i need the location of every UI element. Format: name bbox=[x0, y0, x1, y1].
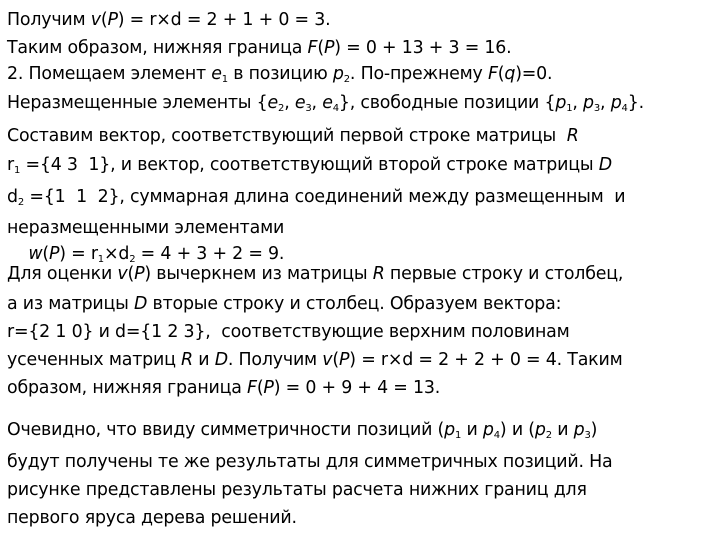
text-run: ) = r×d = 2 + 2 + 0 = 4. Таким bbox=[349, 350, 623, 370]
text-line-4 bbox=[7, 91, 644, 115]
text-run: ) bbox=[590, 420, 598, 440]
text-run: 2. Помещаем элемент bbox=[7, 64, 212, 84]
subscript-index: 3 bbox=[305, 103, 312, 114]
text-line-17 bbox=[7, 478, 587, 502]
text-run: ( bbox=[42, 244, 49, 264]
math-variable: F bbox=[487, 64, 498, 84]
text-run: = 4 + 3 + 2 = 9. bbox=[135, 244, 285, 264]
text-line-5 bbox=[7, 124, 579, 148]
text-run: . Получим bbox=[227, 350, 323, 370]
text-line-14 bbox=[7, 376, 440, 400]
text-run: рисунке представлены результаты расчета нижних границ для bbox=[7, 480, 587, 500]
text-run: ) = 0 + 13 + 3 = 16. bbox=[334, 38, 512, 58]
math-variable: p bbox=[482, 420, 494, 440]
text-line-18 bbox=[7, 506, 297, 530]
subscript-index: 2 bbox=[545, 430, 552, 441]
math-variable: v bbox=[117, 264, 128, 284]
text-run: r={2 1 0} и d={1 2 3}, соответствующие верхним половинам bbox=[7, 322, 570, 342]
text-run: ( bbox=[127, 264, 135, 284]
math-variable: e bbox=[211, 64, 222, 84]
text-run: ) = r bbox=[59, 244, 98, 264]
text-run: ×d bbox=[103, 244, 130, 264]
text-line-6 bbox=[7, 153, 612, 177]
math-variable: p bbox=[534, 420, 546, 440]
text-run: , bbox=[600, 93, 611, 113]
text-run: ={4 3 1}, и вектор, соответствующий второй строке матрицы bbox=[20, 155, 599, 175]
subscript-index: 4 bbox=[621, 103, 628, 114]
subscript-index: 3 bbox=[593, 103, 601, 114]
text-run: Очевидно, что ввиду симметричности позиций ( bbox=[7, 420, 445, 440]
text-run: и bbox=[192, 350, 215, 370]
math-variable: P bbox=[48, 244, 60, 264]
text-run: ) = 0 + 9 + 4 = 13. bbox=[273, 378, 441, 398]
math-variable: F bbox=[307, 38, 318, 58]
math-variable: e bbox=[267, 93, 279, 113]
text-run: вторые строку и столбец. Образуем вектора: bbox=[147, 294, 562, 314]
math-variable: p bbox=[555, 93, 567, 113]
math-variable: p bbox=[332, 64, 344, 84]
text-run: Получим bbox=[7, 10, 91, 30]
text-run: Для оценки bbox=[7, 264, 118, 284]
text-run: ) и ( bbox=[499, 420, 535, 440]
text-run: }. bbox=[627, 93, 644, 113]
math-variable: p bbox=[573, 420, 585, 440]
subscript-index: 1 bbox=[221, 74, 228, 85]
math-variable: p bbox=[444, 420, 455, 440]
math-variable: e bbox=[322, 93, 333, 113]
text-line-13 bbox=[7, 348, 622, 372]
text-run: первые строку и столбец, bbox=[384, 264, 624, 284]
text-line-16 bbox=[7, 450, 612, 474]
subscript-index: 3 bbox=[584, 430, 591, 441]
math-variable: p bbox=[610, 93, 622, 113]
text-line-15 bbox=[7, 418, 597, 442]
text-run: ) вычеркнем из матрицы bbox=[144, 264, 373, 284]
math-variable: P bbox=[263, 378, 274, 398]
text-line-2 bbox=[7, 36, 511, 60]
subscript-index: 1 bbox=[13, 165, 21, 176]
text-run: . По-прежнему bbox=[349, 64, 488, 84]
text-run: а из матрицы bbox=[7, 294, 135, 314]
text-run: образом, нижняя граница bbox=[7, 378, 248, 398]
math-variable: R bbox=[181, 350, 193, 370]
subscript-index: 1 bbox=[566, 103, 573, 114]
text-run: Составим вектор, соответствующий первой строке матрицы bbox=[7, 126, 567, 146]
math-variable: e bbox=[294, 93, 306, 113]
text-run: ( bbox=[317, 38, 324, 58]
text-run bbox=[7, 244, 28, 264]
text-run: d bbox=[7, 187, 18, 207]
text-run: }, свободные позиции { bbox=[338, 93, 556, 113]
text-run: ) = r×d = 2 + 1 + 0 = 3. bbox=[117, 10, 331, 30]
math-variable: P bbox=[338, 350, 350, 370]
math-variable: D bbox=[214, 350, 228, 370]
text-run: и bbox=[461, 420, 483, 440]
math-variable: v bbox=[322, 350, 333, 370]
text-run: , bbox=[311, 93, 323, 113]
text-run: ( bbox=[100, 10, 108, 30]
text-run: усеченных матриц bbox=[7, 350, 182, 370]
text-run: и bbox=[551, 420, 574, 440]
math-variable: p bbox=[583, 93, 594, 113]
math-variable: w bbox=[28, 244, 43, 264]
math-variable: v bbox=[90, 10, 101, 30]
text-line-11 bbox=[7, 292, 561, 316]
text-run: ( bbox=[497, 64, 505, 84]
text-run: неразмещенными элементами bbox=[7, 218, 285, 238]
text-line-3 bbox=[7, 62, 552, 86]
math-variable: D bbox=[598, 155, 612, 175]
text-run: Неразмещенные элементы { bbox=[7, 93, 268, 113]
text-run: ={1 1 2}, суммарная длина соединений между размещенным и bbox=[24, 187, 626, 207]
math-variable: F bbox=[247, 378, 257, 398]
subscript-index: 2 bbox=[278, 103, 285, 114]
math-variable: D bbox=[134, 294, 148, 314]
math-variable: P bbox=[323, 38, 335, 58]
subscript-index: 1 bbox=[97, 254, 104, 265]
math-variable: P bbox=[134, 264, 145, 284]
text-run: r bbox=[7, 155, 14, 175]
text-run: будут получены те же результаты для симметричных позиций. На bbox=[7, 452, 613, 472]
subscript-index: 1 bbox=[454, 430, 462, 441]
math-variable: R bbox=[372, 264, 385, 284]
text-run: первого яруса дерева решений. bbox=[7, 508, 297, 528]
text-line-1 bbox=[7, 8, 330, 32]
subscript-index: 2 bbox=[129, 254, 136, 265]
math-variable: R bbox=[566, 126, 579, 146]
text-run: ( bbox=[332, 350, 339, 370]
text-run: ( bbox=[256, 378, 264, 398]
text-line-8 bbox=[7, 216, 284, 240]
text-run: , bbox=[572, 93, 584, 113]
text-line-12 bbox=[7, 320, 570, 344]
text-run: , bbox=[284, 93, 295, 113]
math-variable: q bbox=[504, 64, 516, 84]
text-run: Таким образом, нижняя граница bbox=[7, 38, 308, 58]
subscript-index: 2 bbox=[17, 197, 25, 208]
text-run: )=0. bbox=[515, 64, 553, 84]
text-line-10 bbox=[7, 262, 623, 286]
subscript-index: 4 bbox=[332, 103, 339, 114]
math-variable: P bbox=[107, 10, 118, 30]
subscript-index: 2 bbox=[343, 74, 350, 85]
text-run: в позицию bbox=[227, 64, 333, 84]
text-line-7 bbox=[7, 185, 625, 209]
subscript-index: 4 bbox=[493, 430, 500, 441]
